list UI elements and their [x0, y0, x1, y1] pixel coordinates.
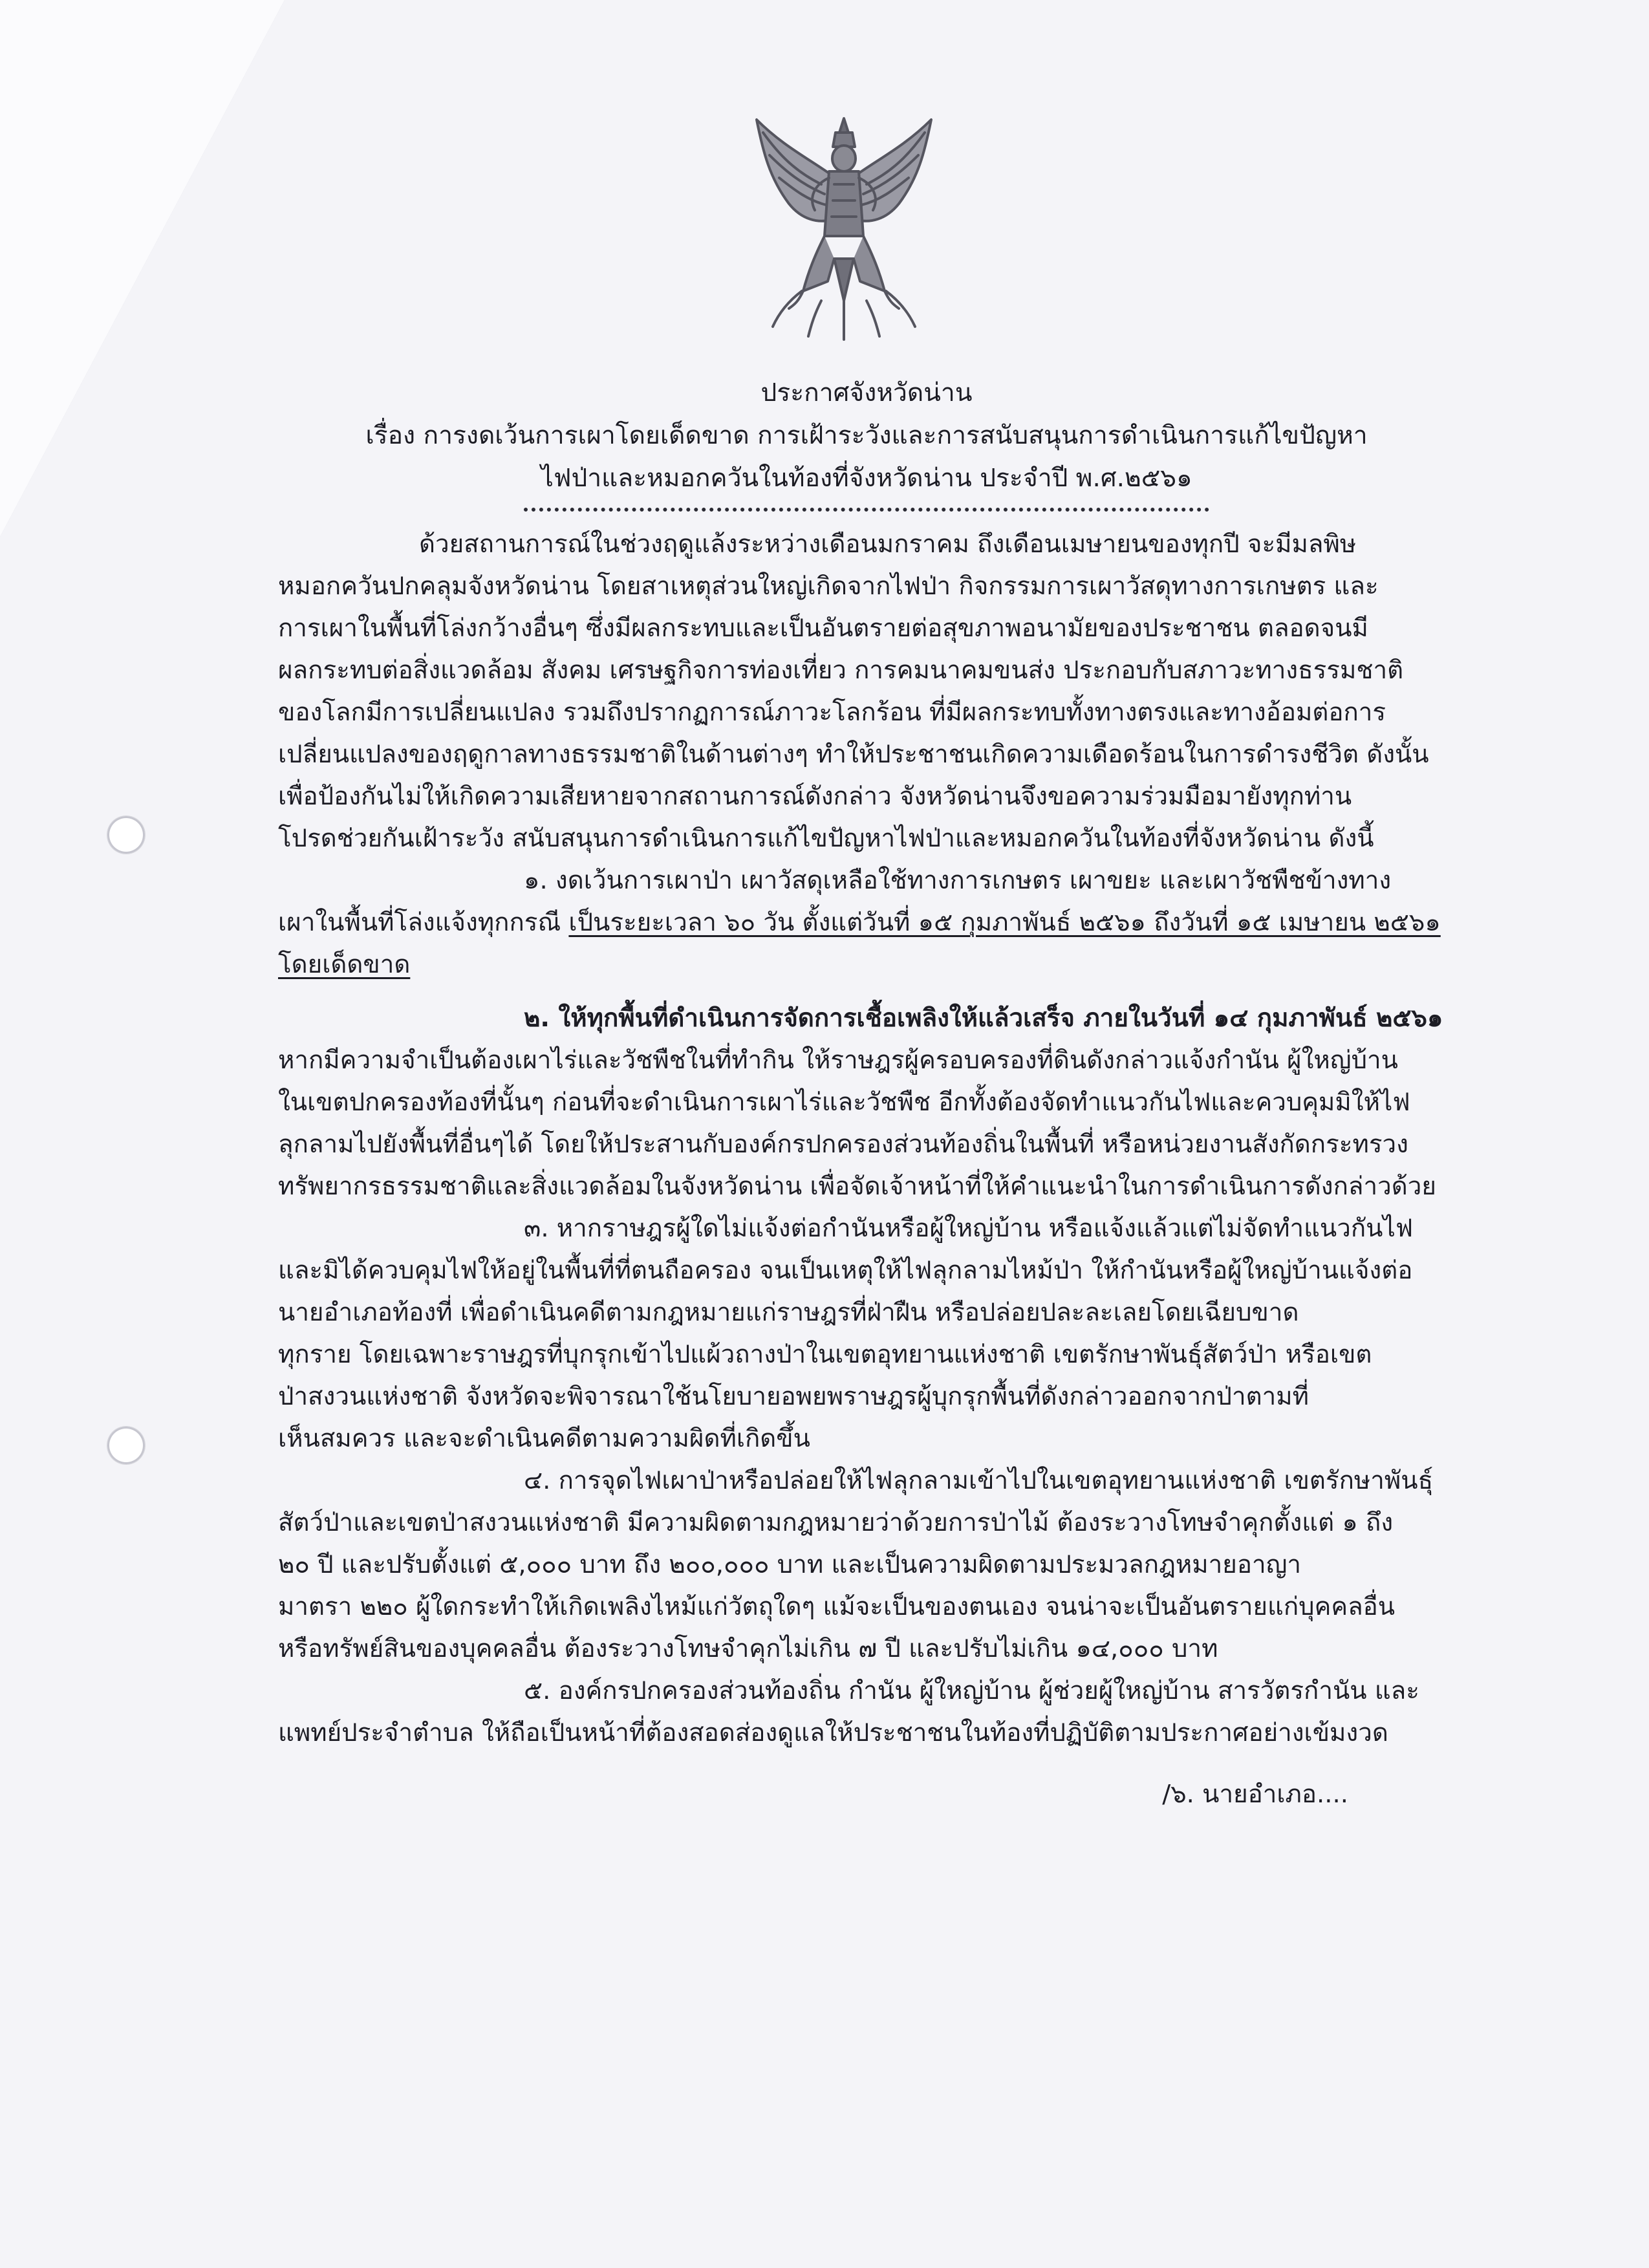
- item-5-line: ๕. องค์กรปกครองส่วนท้องถิ่น กำนัน ผู้ใหญ่บ้าน ผู้ช่วยผู้ใหญ่บ้าน สารวัตรกำนัน และ: [524, 1676, 1419, 1705]
- intro-line: การเผาในพื้นที่โล่งกว้างอื่นๆ ซึ่งมีผลกระทบและเป็นอันตรายต่อสุขภาพอนามัยของประชาชน ตลอดจนมี: [278, 614, 1368, 643]
- intro-paragraph: [278, 523, 1455, 859]
- item-2: [278, 997, 1455, 1207]
- item-1: [278, 859, 1455, 986]
- item-2-line: ลุกลามไปยังพื้นที่อื่นๆได้ โดยให้ประสานกับองค์กรปกครองส่วนท้องถิ่นในพื้นที่ หรือหน่วยงานสังกัดกระทรวง: [278, 1130, 1408, 1159]
- item-3: [278, 1207, 1455, 1460]
- item-2-line: หากมีความจำเป็นต้องเผาไร่และวัชพืชในที่ทำกิน ให้ราษฎรผู้ครอบครองที่ดินดังกล่าวแจ้งกำนัน ผู้ใหญ่บ้าน: [278, 1046, 1398, 1075]
- item-5: [278, 1670, 1455, 1754]
- item-2-line: ทรัพยากรธรรมชาติและสิ่งแวดล้อมในจังหวัดน่าน เพื่อจัดเจ้าหน้าที่ให้คำแนะนำในการดำเนินการดังกล่าวด้วย: [278, 1172, 1436, 1201]
- intro-line: โปรดช่วยกันเฝ้าระวัง สนับสนุนการดำเนินการแก้ไขปัญหาไฟป่าและหมอกควันในท้องที่จังหวัดน่าน ดังนี้: [278, 824, 1374, 853]
- document-body: [278, 372, 1455, 1815]
- item-4-line: ๒๐ ปี และปรับตั้งแต่ ๕,๐๐๐ บาท ถึง ๒๐๐,๐๐๐ บาท และเป็นความผิดตามประมวลกฎหมายอาญา: [278, 1550, 1302, 1579]
- item-1-line: [278, 902, 1455, 944]
- intro-line: เพื่อป้องกันไม่ให้เกิดความเสียหายจากสถานการณ์ดังกล่าว จังหวัดน่านจึงขอความร่วมมือมายังทุกท่าน: [278, 782, 1352, 811]
- item-3-line: ๓. หากราษฎรผู้ใดไม่แจ้งต่อกำนันหรือผู้ใหญ่บ้าน หรือแจ้งแล้วแต่ไม่จัดทำแนวกันไฟ: [524, 1214, 1414, 1243]
- item-2-line: ในเขตปกครองท้องที่นั้นๆ ก่อนที่จะดำเนินการเผาไร่และวัชพืช อีกทั้งต้องจัดทำแนวกันไฟและควบคุมมิให้ไฟ: [278, 1088, 1410, 1117]
- item-4-line: มาตรา ๒๒๐ ผู้ใดกระทำให้เกิดเพลิงไหม้แก่วัตถุใดๆ แม้จะเป็นของตนเอง จนน่าจะเป็นอันตรายแก่บุคคลอื่น: [278, 1592, 1396, 1621]
- subject-line-2: ไฟป่าและหมอกควันในท้องที่จังหวัดน่าน ประจำปี พ.ศ.๒๕๖๑: [541, 464, 1192, 493]
- item-1-text: เผาในพื้นที่โล่งแจ้งทุกกรณี: [278, 908, 569, 937]
- garuda-emblem-icon: [744, 107, 944, 346]
- intro-line: หมอกควันปกคลุมจังหวัดน่าน โดยสาเหตุส่วนใหญ่เกิดจากไฟป่า กิจกรรมการเผาวัสดุทางการเกษตร และ: [278, 572, 1379, 601]
- item-1-period-underlined: เป็นระยะเวลา ๖๐ วัน ตั้งแต่วันที่ ๑๕ กุมภาพันธ์ ๒๕๖๑ ถึงวันที่ ๑๕ เมษายน ๒๕๖๑: [568, 908, 1441, 937]
- item-3-line: เห็นสมควร และจะดำเนินคดีตามความผิดที่เกิดขึ้น: [278, 1424, 810, 1453]
- item-1-strictly-underlined: โดยเด็ดขาด: [278, 950, 411, 979]
- item-4-line: หรือทรัพย์สินของบุคคลอื่น ต้องระวางโทษจำคุกไม่เกิน ๗ ปี และปรับไม่เกิน ๑๔,๐๐๐ บาท: [278, 1634, 1218, 1663]
- item-1-line: ๑. งดเว้นการเผาป่า เผาวัสดุเหลือใช้ทางการเกษตร เผาขยะ และเผาวัชพืชข้างทาง: [524, 866, 1392, 895]
- intro-line: ของโลกมีการเปลี่ยนแปลง รวมถึงปรากฏการณ์ภาวะโลกร้อน ที่มีผลกระทบทั้งทางตรงและทางอ้อมต่อการ: [278, 698, 1386, 727]
- item-4-line: ๔. การจุดไฟเผาป่าหรือปล่อยให้ไฟลุกลามเข้าไปในเขตอุทยานแห่งชาติ เขตรักษาพันธุ์: [524, 1466, 1434, 1495]
- punch-hole-bottom: [107, 1427, 145, 1464]
- item-3-line: ทุกราย โดยเฉพาะราษฎรที่บุกรุกเข้าไปแผ้วถางป่าในเขตอุทยานแห่งชาติ เขตรักษาพันธุ์สัตว์ป่า หรือเขต: [278, 1340, 1372, 1369]
- item-1-line: [278, 944, 1455, 986]
- intro-line: ผลกระทบต่อสิ่งแวดล้อม สังคม เศรษฐกิจการท่องเที่ยว การคมนาคมขนส่ง ประกอบกับสภาวะทางธรรมชาติ: [278, 656, 1404, 685]
- punch-hole-top: [107, 816, 145, 854]
- announcement-heading: ประกาศจังหวัดน่าน: [760, 378, 973, 407]
- item-3-line: นายอำเภอท้องที่ เพื่อดำเนินคดีตามกฎหมายแก่ราษฎรที่ฝ่าฝืน หรือปล่อยปละละเลยโดยเฉียบขาด: [278, 1298, 1299, 1327]
- item-4: [278, 1460, 1455, 1670]
- continuation-marker: /๖. นายอำเภอ....: [1162, 1780, 1348, 1809]
- intro-line: ด้วยสถานการณ์ในช่วงฤดูแล้งระหว่างเดือนมกราคม ถึงเดือนเมษายนของทุกปี จะมีมลพิษ: [419, 530, 1357, 559]
- folded-corner: [0, 0, 285, 537]
- item-3-line: และมิได้ควบคุมไฟให้อยู่ในพื้นที่ที่ตนถือครอง จนเป็นเหตุให้ไฟลุกลามไหม้ป่า ให้กำนันหรือผู้ใหญ่บ้านแจ้งต่อ: [278, 1256, 1413, 1285]
- subject-line-1: เรื่อง การงดเว้นการเผาโดยเด็ดขาด การเฝ้าระวังและการสนับสนุนการดำเนินการแก้ไขปัญหา: [365, 421, 1368, 450]
- intro-line: เปลี่ยนแปลงของฤดูกาลทางธรรมชาติในด้านต่างๆ ทำให้ประชาชนเกิดความเดือดร้อนในการดำรงชีวิต ดังนั้น: [278, 740, 1429, 769]
- item-5-line: แพทย์ประจำตำบล ให้ถือเป็นหน้าที่ต้องสอดส่องดูแลให้ประชาชนในท้องที่ปฏิบัติตามประกาศอย่างเข้มงวด: [278, 1718, 1388, 1747]
- item-3-line: ป่าสงวนแห่งชาติ จังหวัดจะพิจารณาใช้นโยบายอพยพราษฎรผู้บุกรุกพื้นที่ดังกล่าวออกจากป่าตามที่: [278, 1382, 1309, 1411]
- dotted-separator: [524, 505, 1209, 512]
- item-4-line: สัตว์ป่าและเขตป่าสงวนแห่งชาติ มีความผิดตามกฎหมายว่าด้วยการป่าไม้ ต้องระวางโทษจำคุกตั้งแต่ ๑ ถึง: [278, 1508, 1394, 1537]
- item-2-line: ๒. ให้ทุกพื้นที่ดำเนินการจัดการเชื้อเพลิงให้แล้วเสร็จ ภายในวันที่ ๑๔ กุมภาพันธ์ ๒๕๖๑: [524, 1004, 1443, 1033]
